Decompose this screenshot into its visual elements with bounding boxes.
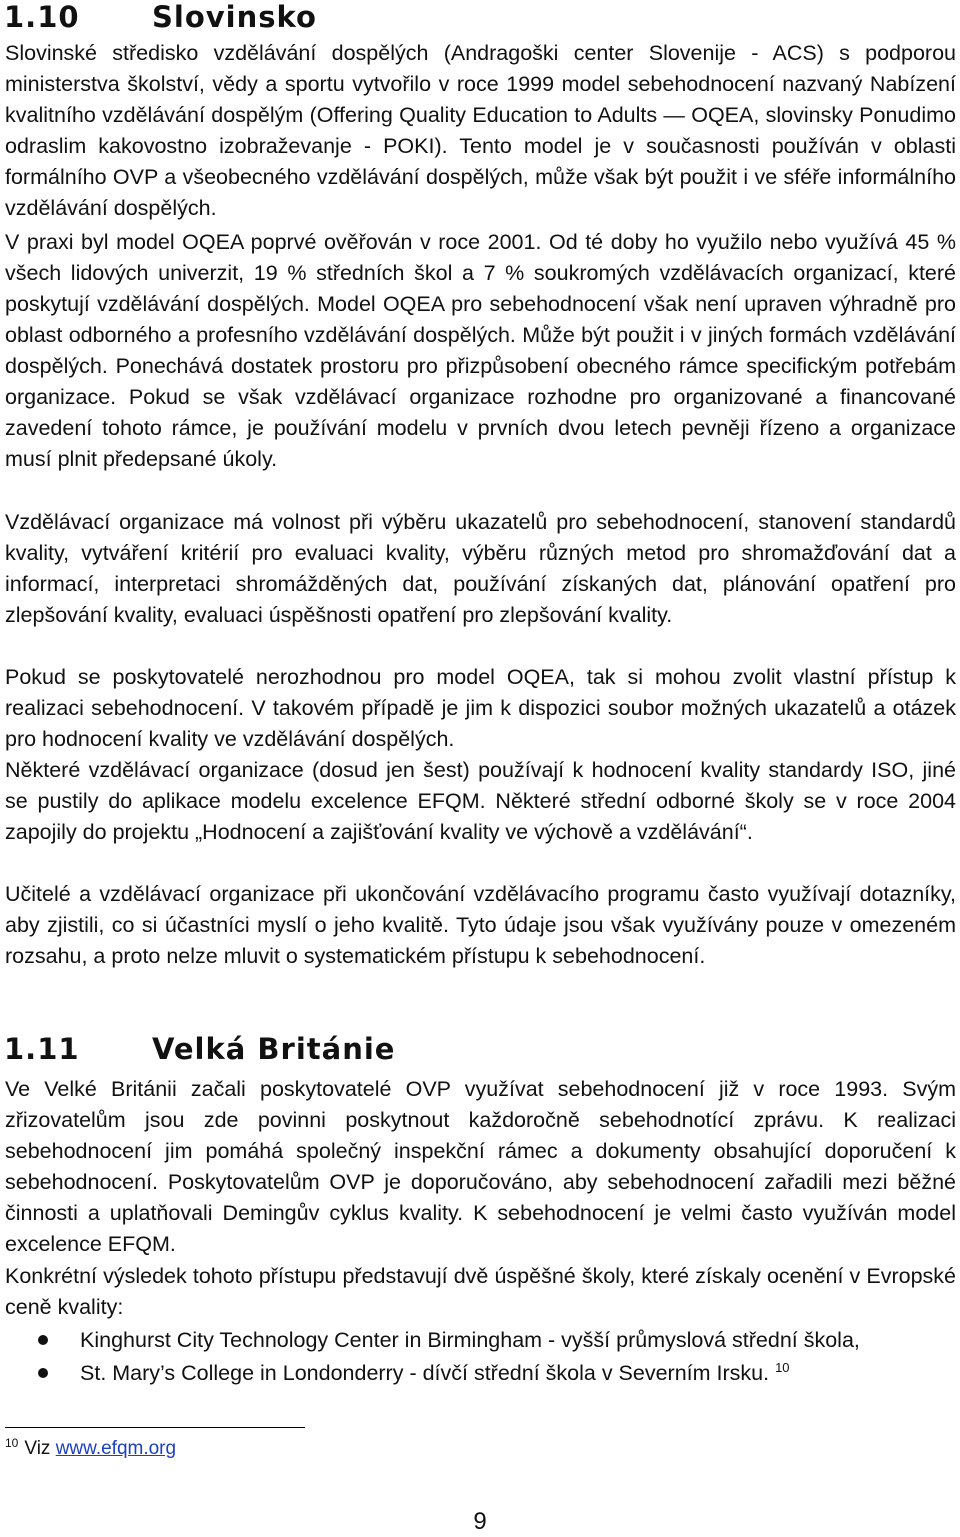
paragraph: V praxi byl model OQEA poprvé ověřován v roce 2001. Od té doby ho využilo nebo využívá 45 % všech lidových univerzit, 19 % středních škol a 7 % soukromých vzdělávacích organizací, které poskytují vzdělávání dospělých. Model OQEA pro sebehodnocení však není upraven výhradně pro oblast odborného a profesního vzdělávání dospělých. Může být použit i v jiných formách vzdělávání dospělých. Ponechává dostatek prostoru pro přizpůsobení obecného rámce specifickým potřebám organizace. Pokud se však vzdělávací organizace rozhodne pro organizované a financované zavedení tohoto rámce, je používání modelu v prvních dvou letech pevněji řízeno a organizace musí plnit předepsané úkoly.: [5, 230, 956, 471]
list-item: [0, 1324, 956, 1357]
section-number: 1.10: [4, 0, 80, 34]
paragraph: Některé vzdělávací organizace (dosud jen šest) používají k hodnocení kvality standardy ISO, jiné se pustily do aplikace modelu excelence EFQM. Některé střední odborné školy se v roce 2004 zapojily do projektu „Hodnocení a zajišťování kvality ve výchově a vzdělávání“.: [5, 758, 956, 844]
paragraph: Pokud se poskytovatelé nerozhodnou pro model OQEA, tak si mohou zvolit vlastní přístup k realizaci sebehodnocení. V takovém případě je jim k dispozici soubor možných ukazatelů a otázek pro hodnocení kvality ve vzdělávání dospělých.: [5, 665, 956, 751]
list-item: [0, 1357, 956, 1390]
list-item-text: St. Mary’s College in Londonderry - dívčí střední škola v Severním Irsku.: [80, 1361, 770, 1385]
paragraph: Slovinské středisko vzdělávání dospělých (Andragoški center Slovenije - ACS) s podporou ministerstva školství, vědy a sportu vytvořilo v roce 1999 model sebehodnocení nazvaný Nabízení kvalitního vzdělávání dospělým (Offering Quality Education to Adults ― OQEA, slovinsky Ponudimo odraslim kakovostno izobraževanje - POKI). Tento model je v současnosti používán v oblasti formálního OVP a všeobecného vzdělávání dospělých, může však být použit i ve sféře informálního vzdělávání dospělých.: [5, 41, 956, 220]
bullet-icon: [38, 1335, 48, 1345]
section-heading-velka-britanie: [4, 1032, 395, 1066]
bullet-icon: [38, 1368, 48, 1378]
footnote-text: Viz: [24, 1438, 51, 1459]
section-number: 1.11: [4, 1032, 80, 1066]
footnote-number: 10: [5, 1435, 19, 1450]
paragraph: Učitelé a vzdělávací organizace při ukončování vzdělávacího programu často využívají dotazníky, aby zjistili, co si účastníci myslí o jeho kvalitě. Tyto údaje jsou však využívány pouze v omezeném rozsahu, a proto nelze mluvit o systematickém přístupu k sebehodnocení.: [5, 882, 956, 968]
footnote-reference[interactable]: 10: [775, 1359, 790, 1375]
page-number: 9: [473, 1508, 487, 1535]
footnote-separator: [5, 1427, 305, 1428]
paragraph: Vzdělávací organizace má volnost při výběru ukazatelů pro sebehodnocení, stanovení standardů kvality, vytváření kritérií pro evaluaci kvality, výběru různých metod pro shromažďování dat a informací, interpretaci shromážděných dat, používání získaných dat, plánování opatření pro zlepšování kvality, evaluaci úspěšnosti opatření pro zlepšování kvality.: [5, 510, 956, 627]
paragraph: Ve Velké Británii začali poskytovatelé OVP využívat sebehodnocení již v roce 1993. Svým zřizovatelům jsou zde povinni poskytnout každoročně sebehodnotící zprávu. K realizaci sebehodnocení jim pomáhá společný inspekční rámec a dokumenty obsahující doporučení k sebehodnocení. Poskytovatelům OVP je doporučováno, aby sebehodnocení zařadili mezi běžné činnosti a uplatňovali Demingův cyklus kvality. K sebehodnocení je velmi často využíván model excelence EFQM.: [5, 1077, 956, 1256]
bullet-list: [0, 1324, 956, 1390]
paragraph: Konkrétní výsledek tohoto přístupu představují dvě úspěšné školy, které získaly ocenění v Evropské ceně kvality:: [5, 1264, 956, 1319]
footnote-link[interactable]: www.efqm.org: [55, 1438, 177, 1459]
footnote: [5, 1435, 177, 1460]
list-item-text: Kinghurst City Technology Center in Birmingham - vyšší průmyslová střední škola,: [80, 1328, 860, 1352]
section-title: Slovinsko: [152, 0, 317, 34]
section-title: Velká Británie: [152, 1032, 396, 1066]
section-heading-slovinsko: [4, 0, 317, 34]
